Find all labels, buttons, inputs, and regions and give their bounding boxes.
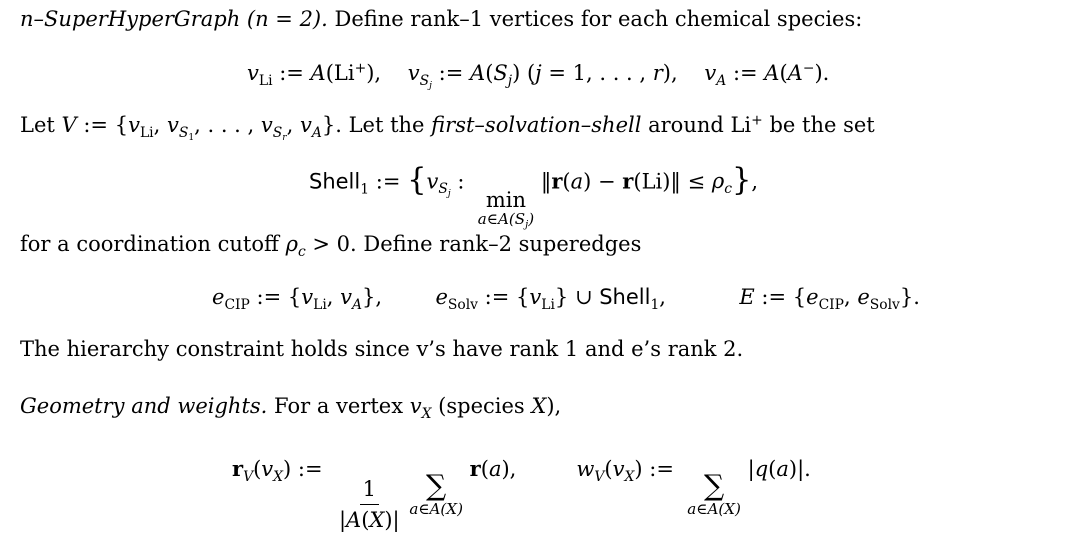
- cutoff-text: for a coordination cutoff: [20, 232, 279, 256]
- equation-edges: $e_{CIP}$ := {$v_{Li}$, $v_A$}, $e_{Solv}$ := $\{v_{Li}\}$ ∪ Shell$_1$, E := {$e_{CIP}$, $e_{Solv}$}.: [212, 285, 920, 313]
- equation-vertices: $v_{Li}$ := A(Li+), $v_{S_j}$ := $A(S_j) (j = 1$, . . . , r), $v_A$ := A(A−).: [247, 60, 830, 92]
- geometry-text: For a vertex: [274, 394, 404, 418]
- hierarchy-line: The hierarchy constraint holds since v’s have rank 1 and e’s rank 2.: [20, 337, 744, 361]
- vertex-set-line: Let V := {$v_{Li}$, $v_{S_1}$, . . . , $v_{S_r}$, $v_A$}. Let the first–solvation–shell around Li+ be the set: [20, 112, 875, 144]
- superedges-text: Define rank–2 superedges: [363, 232, 642, 256]
- geometry-line: Geometry and weights. For a vertex $v_X$ (species X),: [20, 394, 562, 422]
- intro-line: [20, 9, 862, 30]
- cutoff-line: for a coordination cutoff $\rho_c > 0$. Define rank–2 superedges: [20, 232, 642, 260]
- equation-shell: Shell$_1$ := {$v_{S_j}$ : min $a\in A(S_j)$ ‖r(a) − r(Li)‖ ≤ $\rho_c$},: [309, 163, 759, 231]
- geometry-heading: Geometry and weights.: [20, 394, 268, 418]
- intro-text: Define rank–1 vertices for each chemical species:: [334, 7, 863, 31]
- section-heading: n–SuperHyperGraph (n = 2).: [20, 7, 328, 31]
- equation-geometry: $r_V(v_X)$ := $\frac{1}{|A(X)|}$ ∑ a∈A(X) r(a), $w_V(v_X)$ := ∑ a∈A(X) |q(a)|.: [232, 456, 811, 533]
